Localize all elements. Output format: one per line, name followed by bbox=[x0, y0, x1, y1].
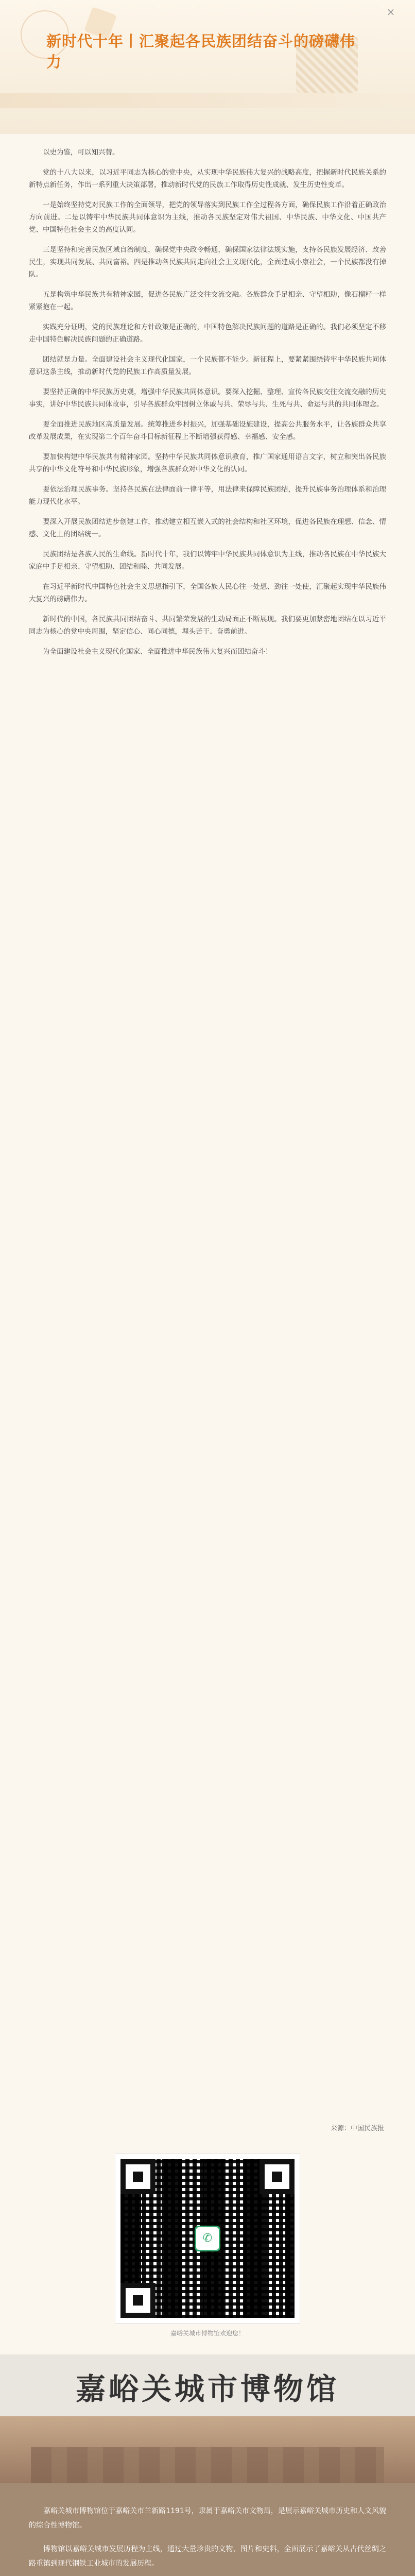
page-title: 新时代十年丨汇聚起各民族团结奋斗的磅礴伟力 bbox=[46, 32, 356, 71]
museum-paragraph: 博物馆以嘉峪关城市发展历程为主线，通过大量珍贵的文物、图片和史料，全面展示了嘉峪关从古代丝绸之路重镇到现代钢铁工业城市的发展历程。 bbox=[29, 2545, 386, 2568]
paragraph: 一是始终坚持党对民族工作的全面领导，把党的领导落实到民族工作全过程各方面，确保民族工作沿着正确政治方向前进。二是以铸牢中华民族共同体意识为主线，推动各民族坚定对伟大祖国、中华民族、中华文化、中国共产党、中国特色社会主义的高度认同。 bbox=[29, 201, 386, 234]
qr-caption: 嘉峪关城市博物馆欢迎您！ bbox=[170, 2330, 245, 2337]
paragraph: 实践充分证明，党的民族理论和方针政策是正确的，中国特色解决民族问题的道路是正确的。我们必须坚定不移走中国特色解决民族问题的正确道路。 bbox=[29, 323, 386, 344]
museum-banner-image bbox=[0, 2416, 415, 2483]
paragraph: 为全面建设社会主义现代化国家、全面推进中华民族伟大复兴而团结奋斗！ bbox=[43, 648, 272, 656]
qr-code[interactable] bbox=[115, 2154, 300, 2324]
paragraph: 团结就是力量。全面建设社会主义现代化国家，一个民族都不能少。新征程上，要紧紧围绕铸牢中华民族共同体意识这条主线，推动新时代党的民族工作高质量发展。 bbox=[29, 355, 386, 376]
museum-description bbox=[0, 2483, 415, 2576]
paragraph: 在习近平新时代中国特色社会主义思想指引下，全国各族人民心往一处想、劲往一处使，汇聚起实现中华民族伟大复兴的磅礴伟力。 bbox=[29, 583, 386, 603]
paragraph: 要加快构建中华民族共有精神家园。坚持中华民族共同体意识教育，推广国家通用语言文字，树立和突出各民族共享的中华文化符号和中华民族形象，增强各族群众对中华文化的认同。 bbox=[29, 453, 386, 473]
museum-paragraph: 嘉峪关城市博物馆位于嘉峪关市兰新路1191号，隶属于嘉峪关市文物局，是展示嘉峪关城市历史和人文风貌的综合性博物馆。 bbox=[29, 2507, 386, 2530]
header-banner bbox=[0, 0, 415, 134]
author-source: 来源：中国民族报 bbox=[330, 2125, 384, 2132]
qr-finder-pattern bbox=[120, 2159, 155, 2194]
paragraph: 民族团结是各族人民的生命线。新时代十年，我们以铸牢中华民族共同体意识为主线，推动各民族在中华民族大家庭中手足相亲、守望相助、团结和睦、共同发展。 bbox=[29, 550, 386, 571]
paragraph: 要坚持正确的中华民族历史观，增强中华民族共同体意识。要深入挖掘、整理、宣传各民族交往交流交融的历史事实，讲好中华民族共同体故事，引导各族群众牢固树立休戚与共、荣辱与共、生死与共、命运与共的共同体理念。 bbox=[29, 388, 386, 409]
qr-code-pattern bbox=[120, 2159, 295, 2318]
qr-finder-pattern bbox=[260, 2159, 295, 2194]
museum-name: 嘉峪关城市博物馆 bbox=[75, 2371, 339, 2406]
wechat-logo-icon: ✆ bbox=[195, 2226, 220, 2251]
paragraph: 要依法治理民族事务。坚持各民族在法律面前一律平等，用法律来保障民族团结，提升民族事务治理体系和治理能力现代化水平。 bbox=[29, 485, 386, 506]
museum-info bbox=[0, 2354, 415, 2576]
paragraph: 新时代的中国，各民族共同团结奋斗、共同繁荣发展的生动局面正不断展现。我们要更加紧密地团结在以习近平同志为核心的党中央周围，坚定信心、同心同德，埋头苦干、奋勇前进。 bbox=[29, 615, 386, 636]
paragraph: 要全面推进民族地区高质量发展。统筹推进乡村振兴，加强基础设施建设，提高公共服务水平，让各族群众共享改革发展成果，在实现第二个百年奋斗目标新征程上不断增强获得感、幸福感、安全感。 bbox=[29, 420, 386, 441]
museum-building-silhouette bbox=[31, 2447, 384, 2483]
paragraph: 以史为鉴，可以知兴替。 bbox=[43, 148, 119, 157]
close-icon[interactable]: × bbox=[386, 6, 395, 18]
paragraph: 党的十八大以来，以习近平同志为核心的党中央，从实现中华民族伟大复兴的战略高度，把握新时代民族关系的新特点新任务，作出一系列重大决策部署，推动新时代党的民族工作取得历史性成就、发生历史性变革。 bbox=[29, 168, 386, 189]
paragraph: 五是构筑中华民族共有精神家园，促进各民族广泛交往交流交融。各族群众手足相亲、守望相助，像石榴籽一样紧紧抱在一起。 bbox=[29, 291, 386, 311]
qr-finder-pattern bbox=[120, 2283, 155, 2318]
decorative-band bbox=[0, 93, 415, 108]
paragraph: 三是坚持和完善民族区域自治制度，确保党中央政令畅通，确保国家法律法规实施，支持各民族发展经济、改善民生，实现共同发展、共同富裕。四是推动各民族共同走向社会主义现代化，全面建成小康社会，一个民族都没有掉队。 bbox=[29, 246, 386, 279]
museum-title-block bbox=[0, 2354, 415, 2483]
paragraph: 要深入开展民族团结进步创建工作，推动建立相互嵌入式的社会结构和社区环境，促进各民族在理想、信念、情感、文化上的团结统一。 bbox=[29, 518, 386, 538]
qr-section bbox=[0, 2148, 415, 2339]
article-body bbox=[0, 134, 415, 2112]
